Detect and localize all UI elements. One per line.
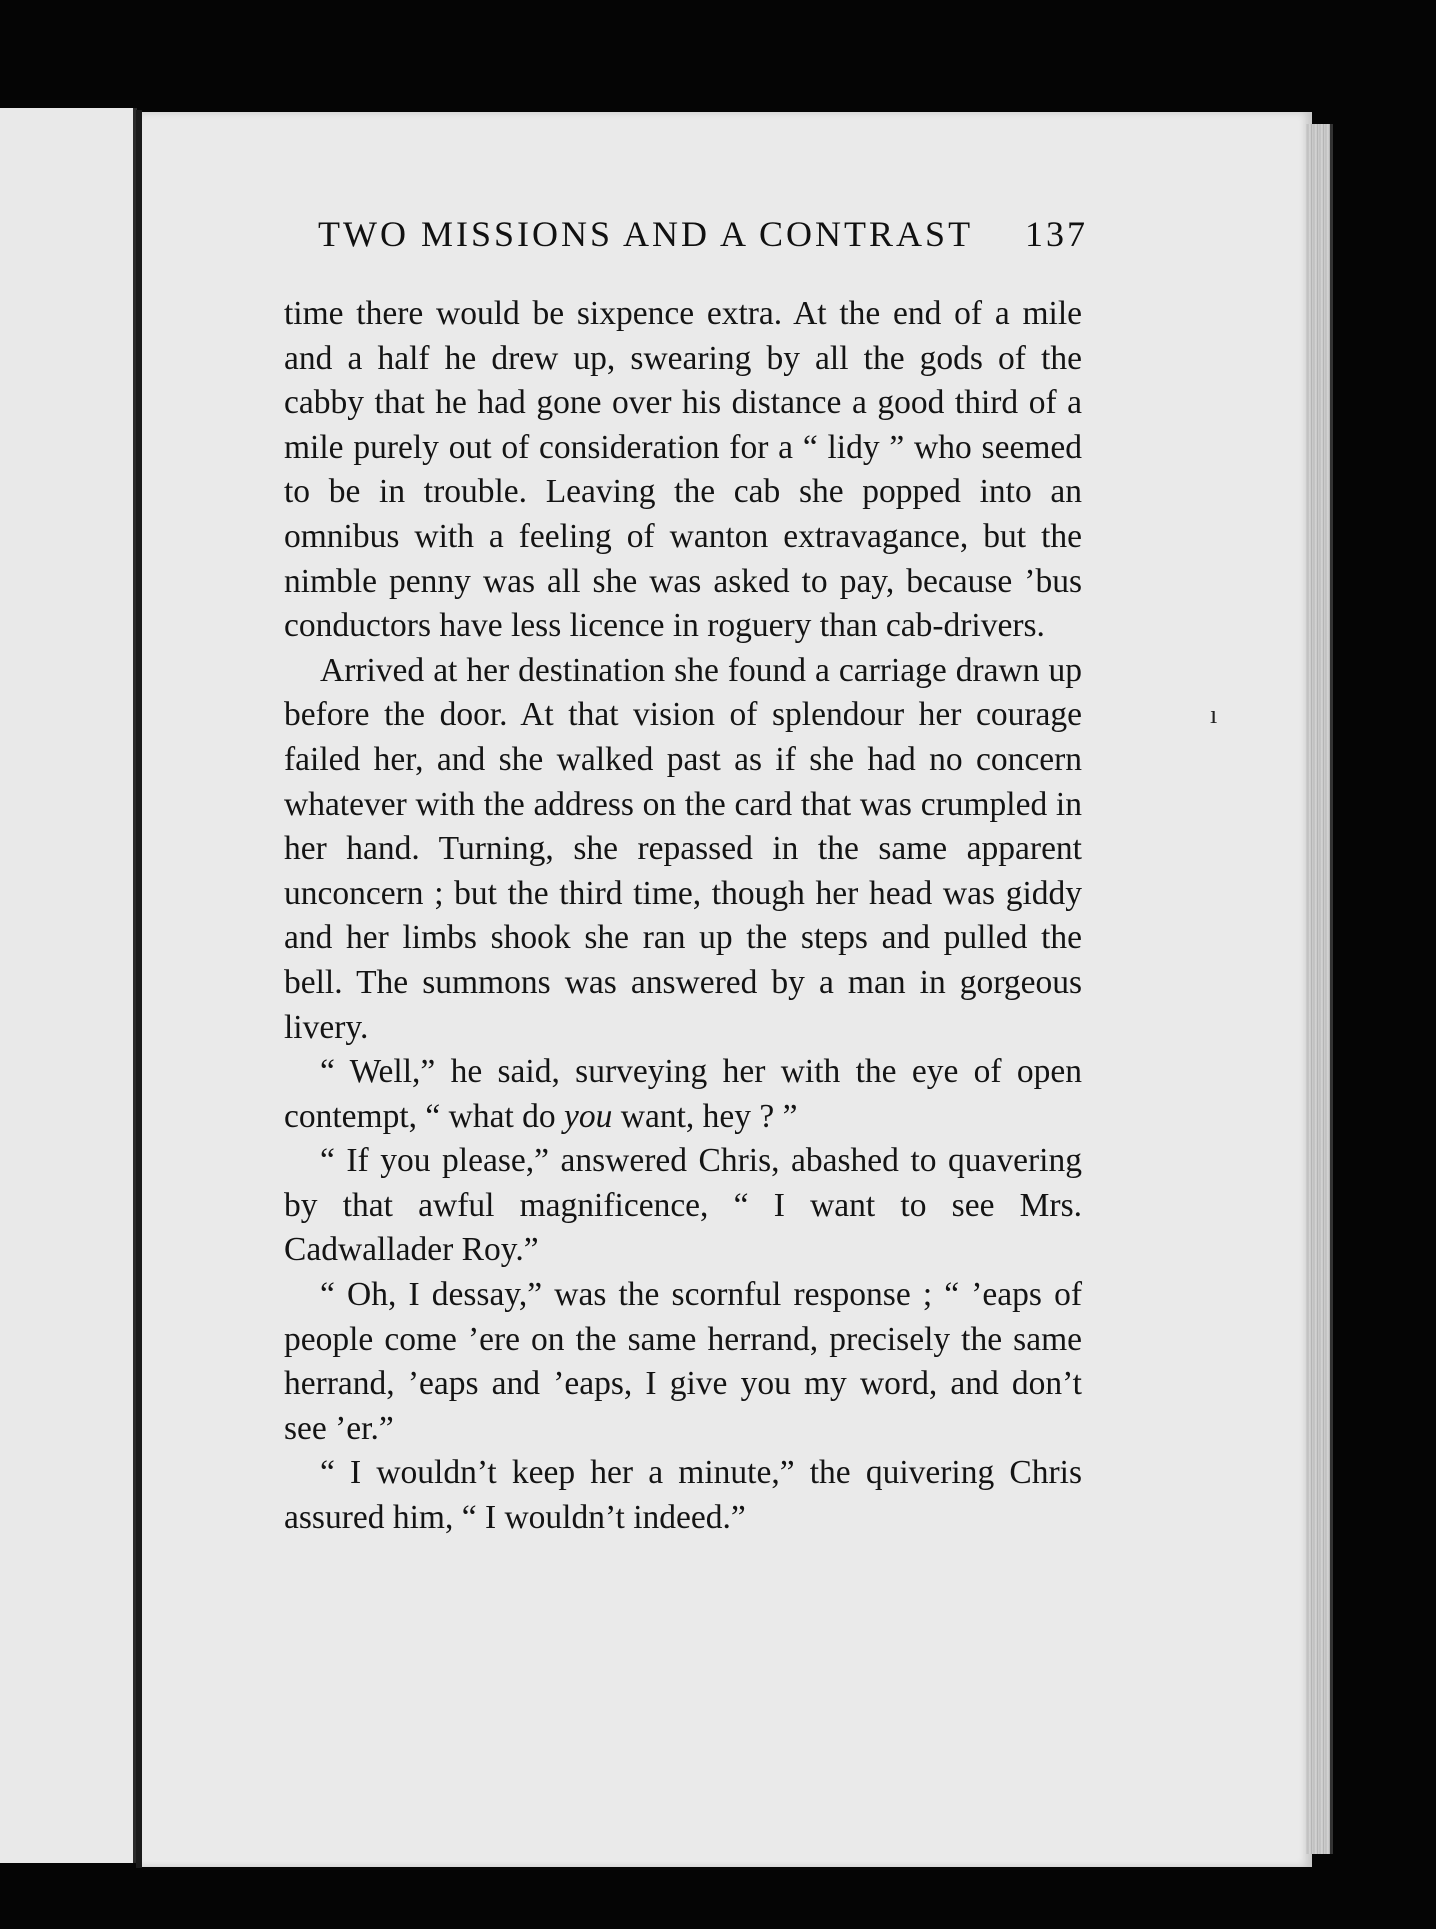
paragraph-6: “ I wouldn’t keep her a minute,” the quivering Chris assured him, “ I wouldn’t indeed.” — [284, 1454, 1082, 1537]
page-fore-edge — [1306, 124, 1333, 1854]
paragraph-3-text-a: “ Well,” he said, surveying her with the eye of open contempt, “ what do — [284, 1053, 1082, 1135]
running-head-title: TWO MISSIONS AND A CONTRAST — [318, 214, 974, 254]
facing-page-edge — [0, 108, 137, 1863]
paragraph-1: time there would be sixpence extra. At the end of a mile and a half he drew up, swearing by all the gods of the cabby that he had gone over his distance a good third of a mile purely out of consideration for a “ lidy ” who seemed to be in trouble. Leaving the cab she popped into an omnibus with a feeling of wanton extravagance, but the nimble penny was all she was asked to pay, because ’bus conductors have less licence in roguery than cab-drivers. — [284, 295, 1082, 645]
paragraph-2: Arrived at her destination she found a carriage drawn up before the door. At that vision of splendour her courage failed her, and she walked past as if she had no concern whatever with the address on the card that was crumpled in her hand. Turning, she repassed in the same apparent unconcern ; but the third time, though her head was giddy and her limbs shook she ran up the steps and pulled the bell. The summons was answered by a man in gorgeous livery. — [284, 651, 1082, 1046]
paragraph-3 — [284, 1050, 1082, 1139]
paragraph-5: “ Oh, I dessay,” was the scornful response ; “ ’eaps of people come ’ere on the same herrand, precisely the same herrand, ’eaps and ’eaps, I give you my word, and don’t see ’er.” — [284, 1276, 1082, 1447]
page-number: 137 — [1025, 214, 1088, 254]
scan-speck: ı — [1210, 700, 1218, 729]
paragraph-3-text-b: want, hey ? ” — [612, 1097, 798, 1135]
paragraph-3-italic: you — [564, 1097, 613, 1135]
running-head — [318, 213, 1088, 255]
body-text — [284, 292, 1082, 1541]
paragraph-4: “ If you please,” answered Chris, abashed to quavering by that awful magnificence, “ I want to see Mrs. Cadwallader Roy.” — [284, 1142, 1082, 1269]
